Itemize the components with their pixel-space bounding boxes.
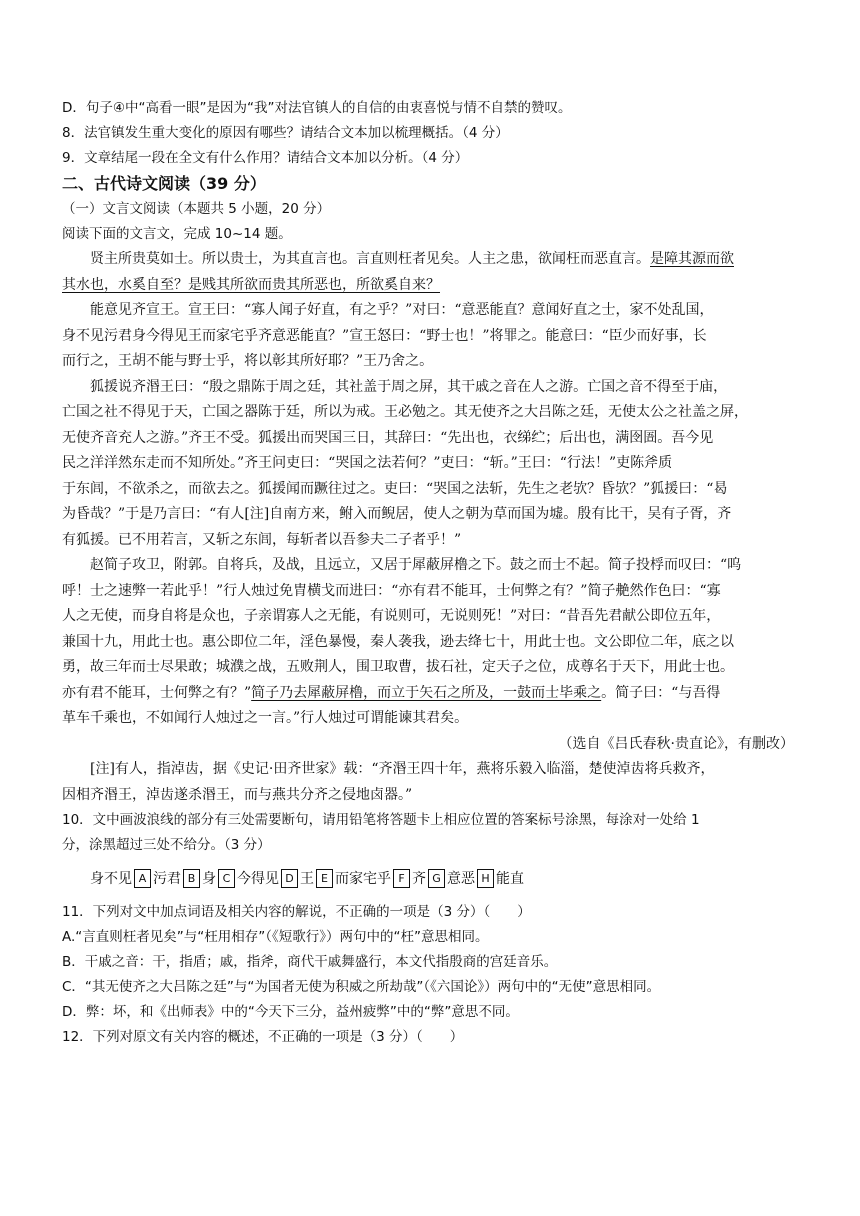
option-d-line: D．句子④中“高看一眼”是因为“我”对法官镇人的自信的由衷喜悦与情不自禁的赞叹。 bbox=[62, 100, 572, 116]
note-line-2: 因相齐湣王，淖齿遂杀湣王，而与燕共分齐之侵地卤器。” bbox=[62, 786, 413, 803]
section-title: 二、古代诗文阅读（39 分） bbox=[62, 174, 266, 193]
segment: 王 bbox=[300, 871, 314, 887]
segment: 身 bbox=[202, 871, 216, 887]
answer-box-e[interactable]: E bbox=[316, 869, 333, 888]
answer-box-g[interactable]: G bbox=[428, 869, 445, 888]
segment: 能直 bbox=[496, 871, 524, 887]
paragraph-4-line-6 bbox=[62, 681, 802, 707]
question-12: 12．下列对原文有关内容的概述，不正确的一项是（3 分）（ ） bbox=[62, 1029, 464, 1045]
paragraph-3-line-7: 有狐援。已不用若言，又斩之东闾，每斩者以吾参夫二子者乎！” bbox=[62, 531, 462, 548]
p4-plain: 亦有君不能耳，士何弊之有？” bbox=[62, 684, 252, 701]
paragraph-3-line-6: 为昏哉？”于是乃言曰：“有人[注]自南方来，鲋入而鲵居，使人之朝为草而国为墟。殷有比干，吴有子胥，齐 bbox=[62, 506, 732, 522]
segment: 意恶 bbox=[447, 871, 475, 887]
paragraph-3-line-1: 狐援说齐湣王曰：“殷之鼎陈于周之廷，其社盖于周之屏，其干戚之音在人之游。亡国之音不得至于庙， bbox=[90, 378, 728, 395]
p4-underlined: 简子乃去犀蔽屏橹，而立于矢石之所及，一鼓而士毕乘之 bbox=[251, 684, 602, 701]
paragraph-4-line-2: 呼！士之速弊一若此乎！”行人烛过免胄横戈而进曰：“亦有君不能耳，士何弊之有？”简子艴然作色曰：“寡 bbox=[62, 582, 721, 599]
p1-underlined-b: 其水也，水奚自至？是贱其所欲而贵其所恶也，所欲奚自来？ bbox=[62, 276, 440, 293]
question-11: 11．下列对文中加点词语及相关内容的解说，不正确的一项是（3 分）（ ） bbox=[62, 904, 531, 920]
paragraph-1-line-2 bbox=[62, 273, 802, 299]
segment: 污君 bbox=[153, 871, 181, 887]
paragraph-3-line-4: 民之洋洋然东走而不知所处。”齐王问吏曰：“哭国之法若何？”吏曰：“斩。”王曰：“行法！”吏陈斧质 bbox=[62, 455, 673, 471]
paragraph-1-line-1 bbox=[62, 247, 802, 273]
paragraph-3-line-5: 于东闾，不欲杀之，而欲去之。狐援闻而蹶往过之。吏曰：“哭国之法斩，先生之老欤？昏欤？”狐援曰：“曷 bbox=[62, 480, 728, 497]
paragraph-2-line-1: 能意见齐宣王。宣王曰：“寡人闻子好直，有之乎？”对曰：“意恶能直？意闻好直之士，家不处乱国， bbox=[90, 302, 714, 318]
answer-box-c[interactable]: C bbox=[218, 869, 235, 888]
question-11-option-a: A.“言直则枉者见矣”与“枉用相存”（《短歌行》）两句中的“枉”意思相同。 bbox=[62, 929, 489, 945]
answer-box-b[interactable]: B bbox=[183, 869, 200, 888]
answer-box-h[interactable]: H bbox=[477, 869, 494, 888]
answer-box-d[interactable]: D bbox=[281, 869, 298, 888]
segment: 身不见 bbox=[90, 871, 132, 887]
question-10-line-1: 10．文中画波浪线的部分有三处需要断句，请用铅笔将答题卡上相应位置的答案标号涂黑，每涂对一处给 1 bbox=[62, 812, 700, 828]
paragraph-4-line-1: 赵简子攻卫，附郭。自将兵，及战，且远立，又居于犀蔽屏橹之下。鼓之而士不起。简子投桴而叹曰：“呜 bbox=[90, 557, 742, 573]
paragraph-4-line-7: 革车千乘也，不如闻行人烛过之一言。”行人烛过可谓能谏其君矣。 bbox=[62, 710, 469, 726]
sentence-break-row bbox=[62, 864, 802, 894]
note-line-1: [注]有人，指淖齿，据《史记·田齐世家》载：“齐湣王四十年，燕将乐毅入临淄，楚使淖齿将兵救齐， bbox=[90, 761, 715, 777]
question-11-option-b: B．干戚之音：干，指盾；戚，指斧，商代干戚舞盛行，本文代指殷商的宫廷音乐。 bbox=[62, 954, 558, 970]
exam-page bbox=[62, 96, 802, 1050]
instruction: 阅读下面的文言文，完成 10~14 题。 bbox=[62, 226, 292, 242]
segment: 齐 bbox=[412, 871, 426, 887]
question-11-option-c: C．“其无使齐之大吕陈之廷”与“为国者无使为积威之所劫哉”（《六国论》）两句中的“无使”意思相同。 bbox=[62, 979, 661, 995]
answer-box-f[interactable]: F bbox=[393, 869, 410, 888]
paragraph-4-line-5: 勇，故三年而士尽果敢；城濮之战，五败荆人，围卫取曹，拔石社，定天子之位，成尊名于天下，用此士也。 bbox=[62, 659, 734, 675]
segment: 而家宅乎 bbox=[335, 871, 391, 887]
p1-underlined-a: 是障其源而欲 bbox=[650, 251, 734, 267]
p4-tail: 。简子曰：“与吾得 bbox=[601, 684, 721, 701]
segment: 今得见 bbox=[237, 871, 279, 887]
answer-box-a[interactable]: A bbox=[134, 869, 151, 888]
paragraph-4-line-3: 人之无使，而身自将是众也，子亲谓寡人之无能，有说则可，无说则死！”对曰：“昔吾先君献公即位五年， bbox=[62, 608, 721, 624]
paragraph-2-line-3: 而行之，王胡不能与野士乎，将以彰其所好耶？”王乃舍之。 bbox=[62, 353, 434, 369]
paragraph-3-line-3: 无使齐音充人之游。”齐王不受。狐援出而哭国三日，其辞曰：“先出也，衣绨纻；后出也，满囹圄。吾今见 bbox=[62, 429, 714, 446]
paragraph-4-line-4: 兼国十九，用此士也。惠公即位二年，淫色暴慢，秦人袭我，逊去绛七十，用此士也。文公即位二年，底之以 bbox=[62, 633, 734, 650]
question-9: 9．文章结尾一段在全文有什么作用？请结合文本加以分析。（4 分） bbox=[62, 150, 469, 166]
paragraph-3-line-2: 亡国之社不得见于天，亡国之器陈于廷，所以为戒。王必勉之。其无使齐之大吕陈之廷，无使太公之社盖之屏， bbox=[62, 404, 748, 420]
question-11-option-d: D．弊：坏，和《出师表》中的“今天下三分，益州疲弊”中的“弊”意思不同。 bbox=[62, 1004, 519, 1020]
source-citation: （选自《吕氏春秋·贵直论》，有删改） bbox=[558, 735, 794, 752]
p1-plain: 贤主所贵莫如士。所以贵士，为其直言也。言直则枉者见矣。人主之患，欲闻枉而恶直言。 bbox=[90, 251, 650, 267]
sub-title: （一）文言文阅读（本题共 5 小题，20 分） bbox=[62, 201, 331, 217]
question-8: 8．法官镇发生重大变化的原因有哪些？请结合文本加以梳理概括。（4 分） bbox=[62, 125, 509, 141]
paragraph-2-line-2: 身不见污君身今得见王而家宅乎齐意恶能直？”宣王怒曰：“野士也！”将罪之。能意曰：“臣少而好事，长 bbox=[62, 327, 707, 344]
question-10-line-2: 分，涂黑超过三处不给分。（3 分） bbox=[62, 837, 271, 853]
